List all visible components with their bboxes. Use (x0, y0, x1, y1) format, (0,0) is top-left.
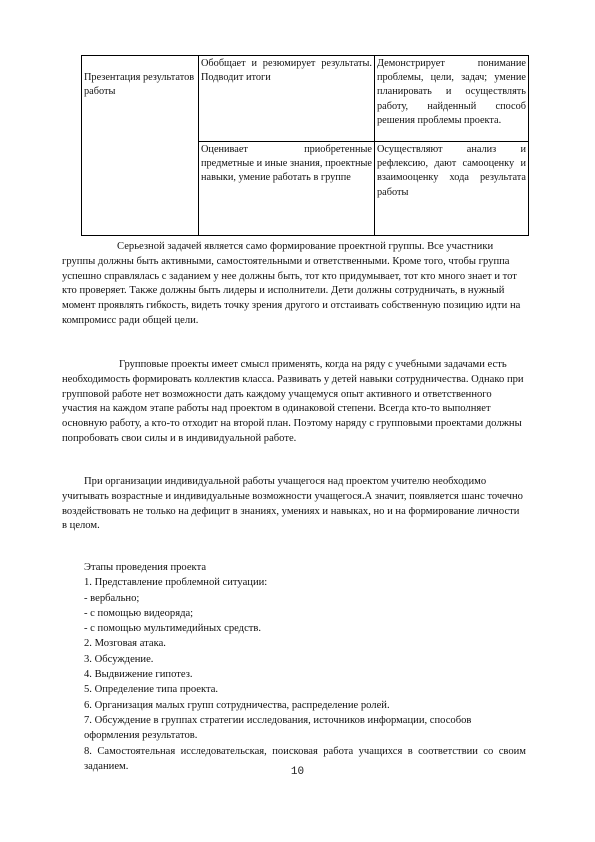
student-activity-cell: Демонстрирует понимание проблемы, цели, задач; умение планировать и осуществлять работу, найденный способ решения проблемы проекта. (375, 56, 529, 142)
list-item: 1. Представление проблемной ситуации: (84, 577, 268, 589)
stages-list (84, 560, 526, 774)
list-item: 6. Организация малых групп сотрудничества, распределение ролей. (84, 699, 390, 711)
paragraph-group-projects: Групповые проекты имеет смысл применять, когда на ряду с учебными задачами есть необходимость формировать коллектив класса. Развивать у детей навыки сотрудничества. Однако при групповой работе нет возможности дать каждому учащемуся опыт активного и ответственного участия на каждом этапе работы над проектом в одинаковой степени. Всегда кто-то выполняет основную работу, а кто-то отходит на второй план. Поэтому наряду с групповыми проектами должны попробовать свои силы и в индивидуальной работе. (62, 359, 524, 444)
table-row (82, 56, 529, 142)
stage-cell: Презентация результатов работы (82, 56, 199, 236)
student-activity-cell: Осуществляют анализ и рефлексию, дают самооценку и взаимооценку хода результата работы (375, 142, 529, 236)
list-item: 5. Определение типа проекта. (84, 684, 219, 696)
list-item: 2. Мозговая атака. (84, 638, 166, 650)
list-item: - вербально; (84, 592, 140, 604)
paragraph-group-formation: Серьезной задачей является само формирование проектной группы. Все участники группы должны быть активными, самостоятельными и ответственными. Кроме того, чтобы группа успешно справлялась с заданием у нее должны быть, тот кто придумывает, тот кто много знает и тот кто проверяет. Также должны быть лидеры и исполнители. Дети должны сотрудничать, в нужный момент проявлять гибкость, видеть точку зрения другого и отстаивать собственную позицию идти на компромисс ради общей цели. (62, 241, 521, 326)
list-item: 3. Обсуждение. (84, 653, 154, 665)
page-number: 10 (290, 766, 305, 778)
list-item: - с помощью видеоряда; (84, 607, 194, 619)
list-item: 4. Выдвижение гипотез. (84, 669, 193, 681)
list-item: - с помощью мультимедийных средств. (84, 623, 262, 635)
stages-heading: Этапы проведения проекта (84, 562, 207, 573)
list-item: 8. Самостоятельная исследовательская, поисковая работа учащихся в соответствии со своим заданием. (84, 745, 526, 772)
list-item: 7. Обсуждение в группах стратегии исследования, источников информации, способов оформления результатов. (84, 714, 472, 742)
paragraph-individual-work: При организации индивидуальной работы учащегося над проектом учителю необходимо учитывать возрастные и индивидуальные возможности учащегося.А значит, появляется шанс точечно воздействовать не только на дефицит в знаниях, умениях и навыках, но и на формирование личности в целом. (62, 476, 523, 532)
teacher-activity-cell: Оценивает приобретенные предметные и иные знания, проектные навыки, умение работать в группе (199, 142, 375, 236)
teacher-activity-cell: Обобщает и резюмирует результаты. Подводит итоги (199, 56, 375, 142)
project-stages-table (81, 55, 529, 236)
